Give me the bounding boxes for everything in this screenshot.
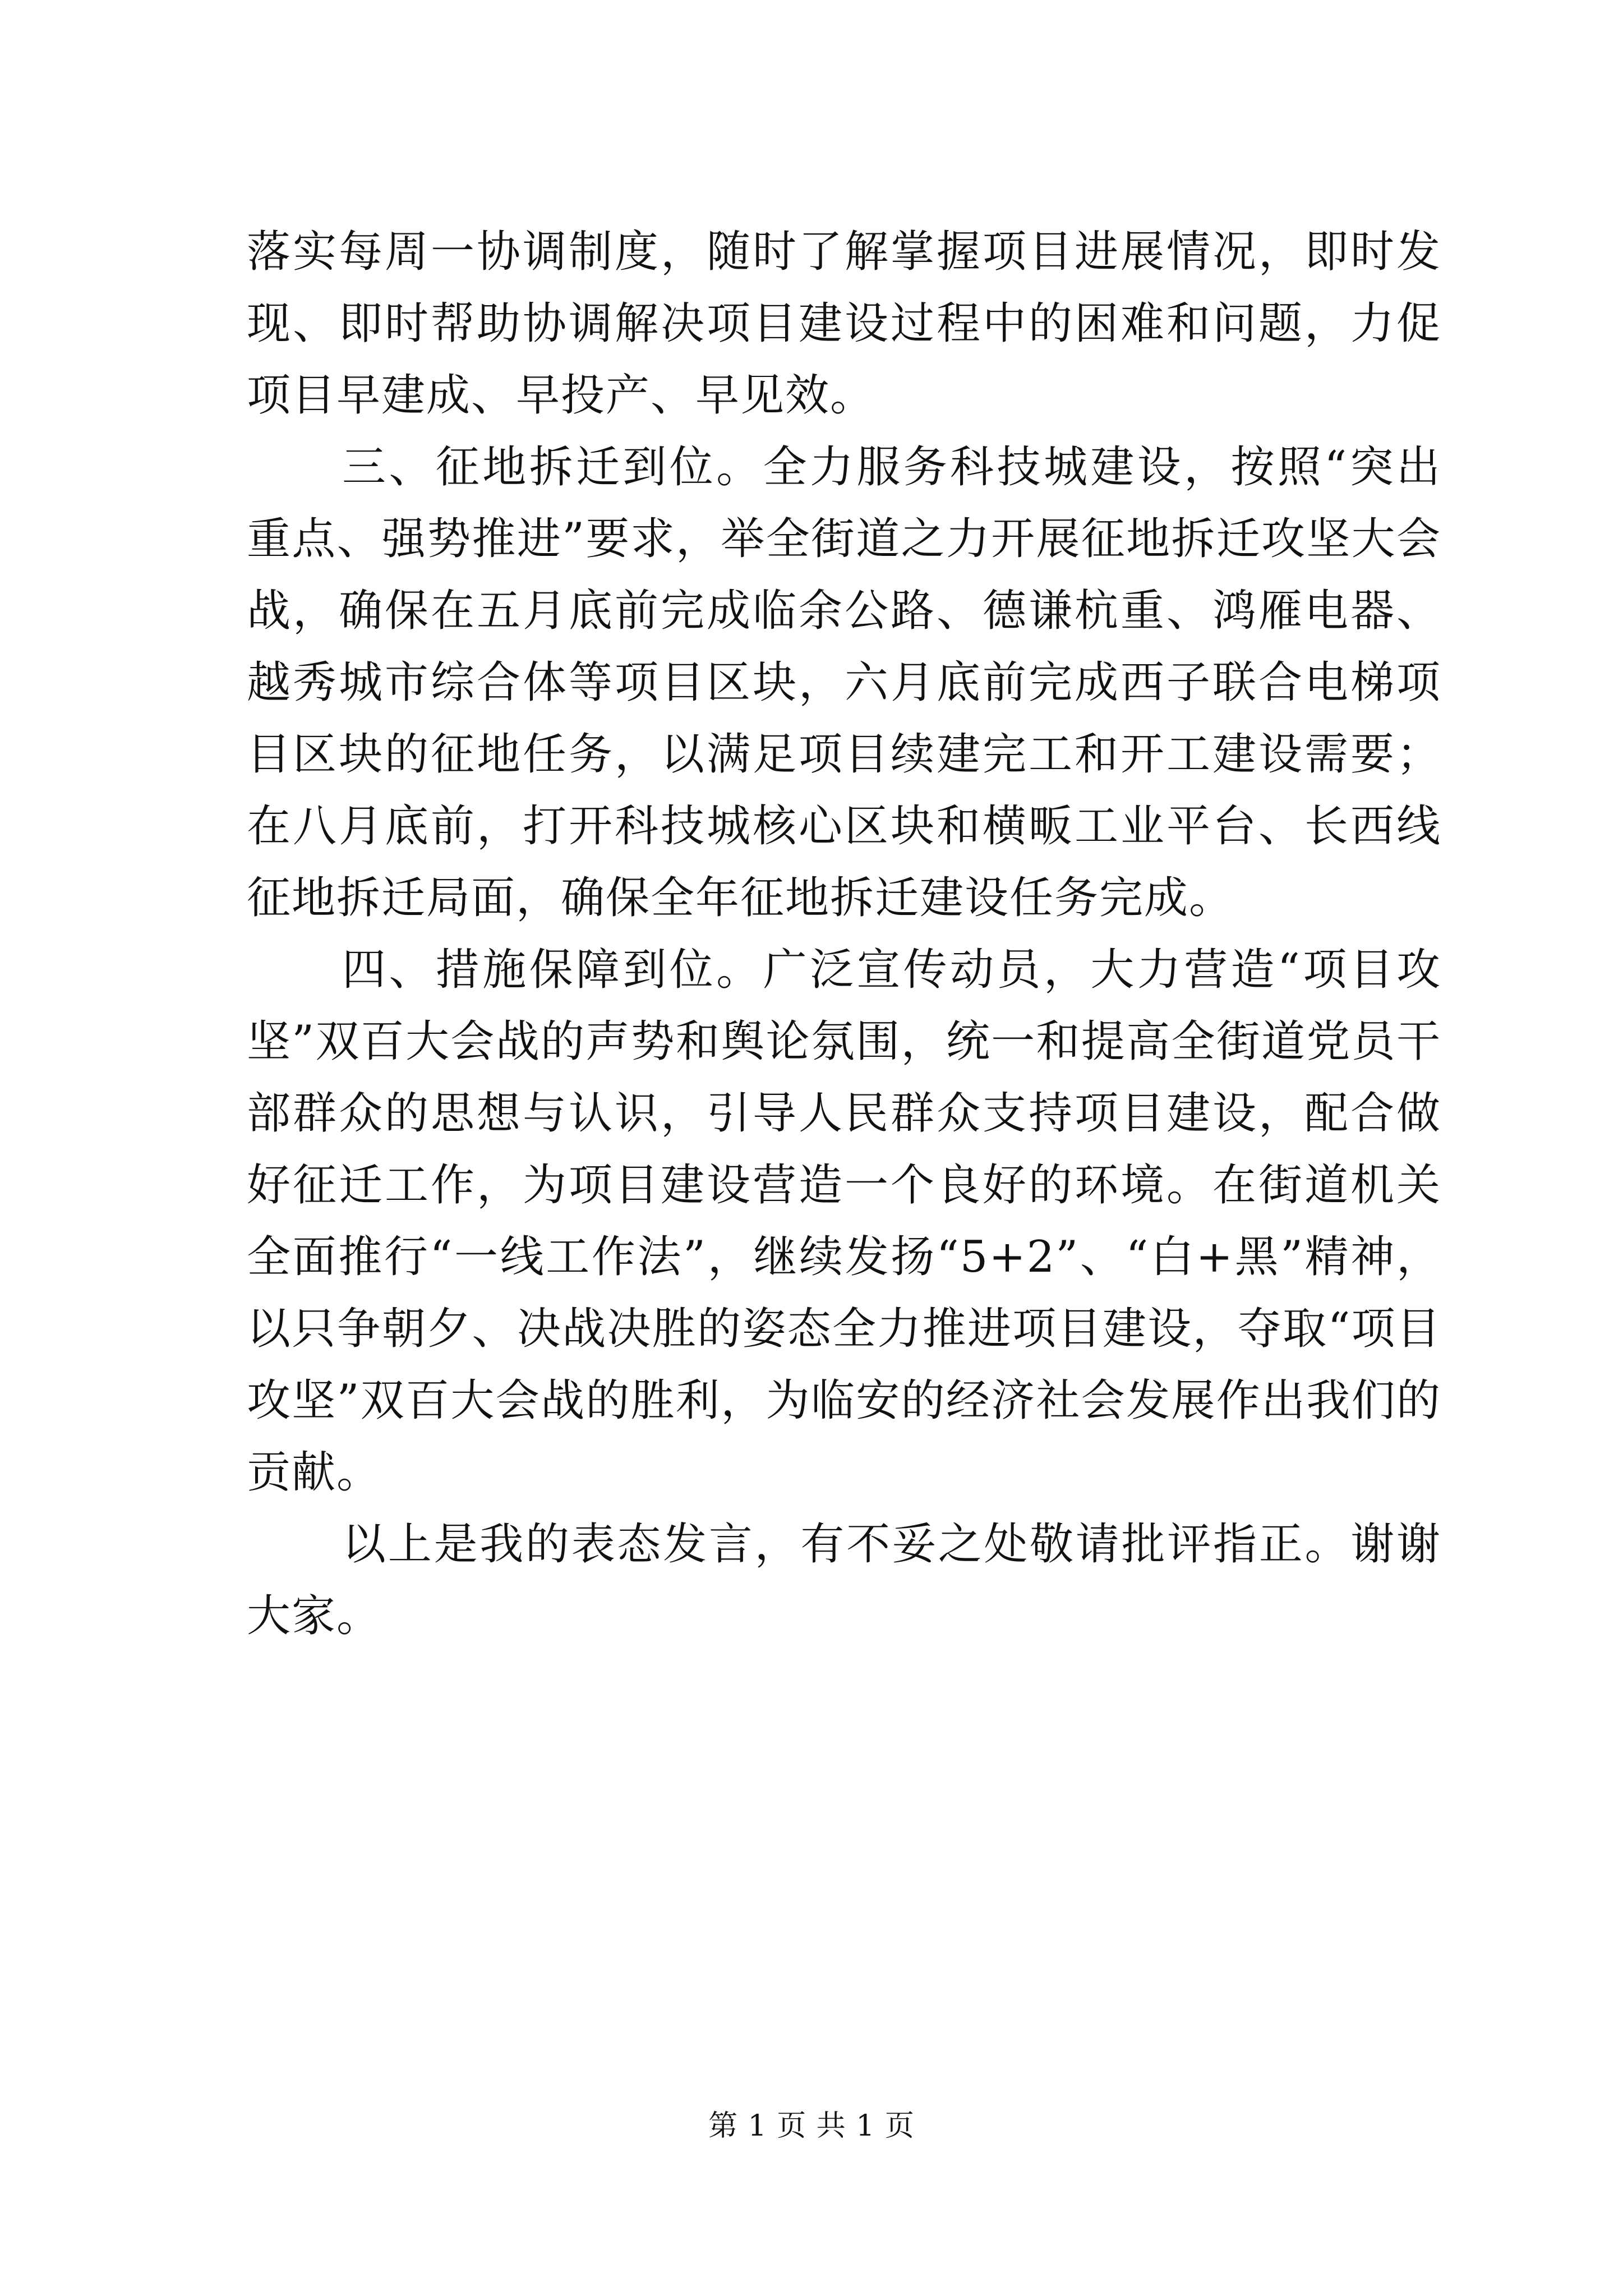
document-body — [247, 216, 1441, 1652]
paragraph-land-acquisition: 三、征地拆迁到位。全力服务科技城建设，按照“突出重点、强势推进”要求，举全街道之力开展征地拆迁攻坚大会战，确保在五月底前完成临余公路、德谦杭重、鸿雁电器、越秀城市综合体等项目区块，六月底前完成西子联合电梯项目区块的征地任务，以满足项目续建完工和开工建设需要；在八月底前，打开科技城核心区块和横畈工业平台、长西线征地拆迁局面，确保全年征地拆迁建设任务完成。 — [247, 442, 1441, 923]
page-footer: 第 1 页 共 1 页 — [708, 2109, 915, 2143]
paragraph-measures-guarantee: 四、措施保障到位。广泛宣传动员，大力营造“项目攻坚”双百大会战的声势和舆论氛围，统一和提高全街道党员干部群众的思想与认识，引导人民群众支持项目建设，配合做好征迁工作，为项目建设营造一个良好的环境。在街道机关全面推行“一线工作法”，继续发扬“5+2”、“白+黑”精神，以只争朝夕、决战决胜的姿态全力推进项目建设，夺取“项目攻坚”双百大会战的胜利，为临安的经济社会发展作出我们的贡献。 — [247, 945, 1441, 1498]
paragraph-continuation: 落实每周一协调制度，随时了解掌握项目进展情况，即时发现、即时帮助协调解决项目建设过程中的困难和问题，力促项目早建成、早投产、早见效。 — [247, 227, 1441, 421]
paragraph-closing: 以上是我的表态发言，有不妥之处敬请批评指正。谢谢大家。 — [247, 1519, 1441, 1641]
